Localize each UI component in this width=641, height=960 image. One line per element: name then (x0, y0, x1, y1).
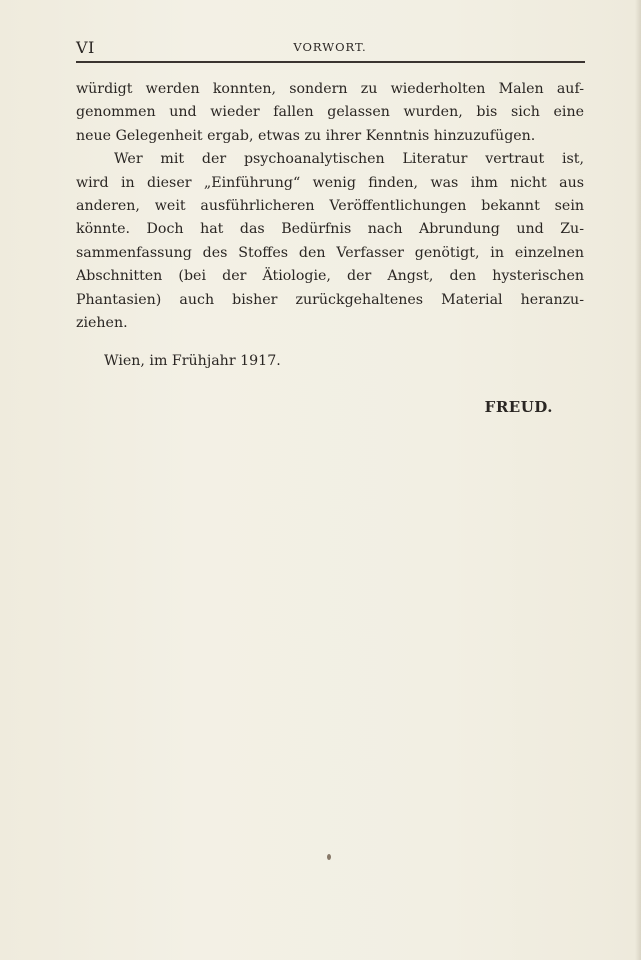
text-line: würdigt werden konnten, sondern zu wiederholten Malen auf- (76, 81, 584, 97)
page-number: VI (76, 38, 95, 57)
author-signature: FREUD. (484, 398, 553, 416)
text-line: anderen, weit ausführlicheren Veröffentlichungen bekannt sein (76, 197, 584, 214)
text-line: Phantasien) auch bisher zurückgehaltenes Material heranzu- (76, 291, 584, 308)
dateline: Wien, im Frühjahr 1917. (104, 353, 281, 369)
text-line: könnte. Doch hat das Bedürfnis nach Abrundung und Zu- (76, 221, 584, 238)
text-line: ziehen. (76, 314, 128, 331)
text-line: Wer mit der psychoanalytischen Literatur vertraut ist, (114, 151, 584, 168)
body-text (76, 78, 584, 335)
text-line: wird in dieser „Einführung“ wenig finden, was ihm nicht aus (76, 174, 584, 191)
text-line: sammenfassung des Stoffes den Verfasser genötigt, in einzelnen (76, 244, 584, 261)
text-line: genommen und wieder fallen gelassen wurden, bis sich eine (76, 104, 584, 121)
running-head: VORWORT. (293, 40, 367, 54)
page-header (76, 38, 584, 60)
text-line: neue Gelegenheit ergab, etwas zu ihrer Kenntnis hinzuzufügen. (76, 127, 536, 144)
text-line: Abschnitten (bei der Ätiologie, der Angst, den hysterischen (76, 268, 584, 285)
page-edge-shadow (635, 0, 641, 960)
header-rule (76, 61, 585, 63)
paper-speck (327, 854, 331, 860)
